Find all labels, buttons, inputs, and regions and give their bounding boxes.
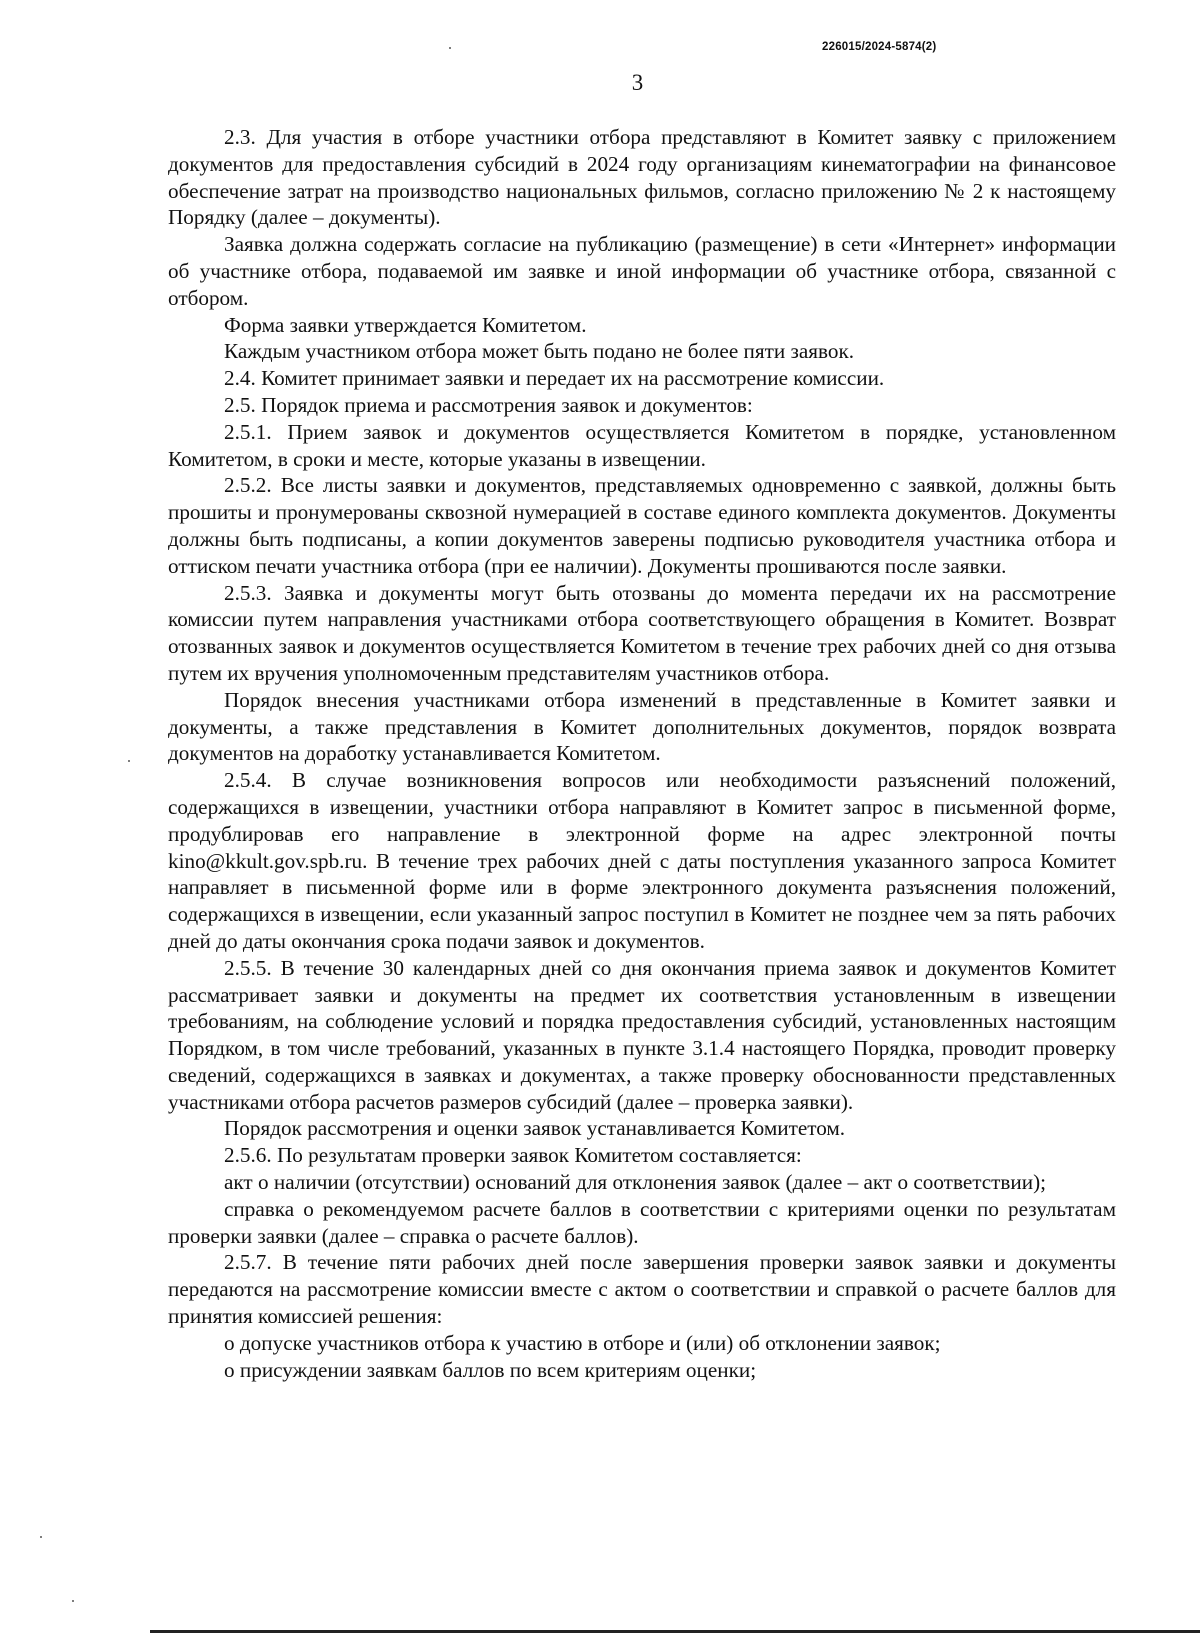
scan-speck [40, 1536, 42, 1538]
paragraph-2-5-3: 2.5.3. Заявка и документы могут быть отозваны до момента передачи их на рассмотрение комиссии путем направления участниками отбора соответствующего обращения в Комитет. Возврат отозванных заявок и документов осуществляется Комитетом в течение трех рабочих дней со дня отзыва путем их вручения уполномоченным представителям участников отбора. [168, 580, 1116, 685]
paragraph-2-5-2: 2.5.2. Все листы заявки и документов, представляемых одновременно с заявкой, должны быть прошиты и пронумерованы сквозной нумерацией в составе единого комплекта документов. Документы должны быть подписаны, а копии документов заверены подписью руководителя участника отбора и оттиском печати участника отбора (при ее наличии). Документы прошиваются после заявки. [168, 473, 1116, 578]
paragraph-2-5-7: 2.5.7. В течение пяти рабочих дней после завершения проверки заявок заявки и документы передаются на рассмотрение комиссии вместе с актом о соответствии и справкой о расчете баллов для принятия комиссией решения: [168, 1250, 1116, 1329]
paragraph-reference: справка о рекомендуемом расчете баллов в соответствии с критериями оценки по результатам проверки заявки (далее – справка о расчете баллов). [168, 1196, 1116, 1248]
paragraph-2-4: 2.4. Комитет принимает заявки и передает их на рассмотрение комиссии. [224, 366, 885, 391]
paragraph-evaluation: Порядок рассмотрения и оценки заявок устанавливается Комитетом. [224, 1116, 846, 1141]
page-number: 3 [631, 70, 644, 95]
scan-edge-line [150, 1630, 1200, 1633]
paragraph-consent: Заявка должна содержать согласие на публикацию (размещение) в сети «Интернет» информации об участнике отбора, подаваемой им заявке и иной информации об участнике отбора, связанной с отбором. [168, 232, 1116, 310]
scan-speck [72, 1600, 74, 1602]
paragraph-changes: Порядок внесения участниками отбора изменений в представленные в Комитет заявки и документы, а также представления в Комитет дополнительных документов, порядок возврата документов на доработку устанавливается Комитетом. [168, 687, 1116, 766]
paragraph-2-5: 2.5. Порядок приема и рассмотрения заявок и документов: [224, 392, 753, 417]
paragraph-2-5-5: 2.5.5. В течение 30 календарных дней со дня окончания приема заявок и документов Комитет рассматривает заявки и документы на предмет их соответствия установленным в извещении требованиям, на соблюдение условий и порядка предоставления субсидий, установленных настоящим Порядком, в том числе требований, указанных в пункте 3.1.4 настоящего Порядка, проводит проверку сведений, содержащихся в заявках и документах, а также проверку обоснованности представленных участниками отбора расчетов размеров субсидий (далее – проверка заявки). [168, 955, 1116, 1114]
paragraph-2-5-1: 2.5.1. Прием заявок и документов осуществляется Комитетом в порядке, установленном Комитетом, в сроки и месте, которые указаны в извещении. [168, 419, 1116, 471]
paragraph-scoring: о присуждении заявкам баллов по всем критериям оценки; [224, 1357, 757, 1382]
paragraph-limit: Каждым участником отбора может быть подано не более пяти заявок. [224, 339, 855, 364]
document-body [168, 124, 1116, 1383]
scan-speck [128, 760, 130, 762]
paragraph-act: акт о наличии (отсутствии) оснований для отклонения заявок (далее – акт о соответствии); [224, 1170, 1047, 1195]
paragraph-2-5-4: 2.5.4. В случае возникновения вопросов или необходимости разъяснений положений, содержащихся в извещении, участники отбора направляют в Комитет запрос в письменной форме, продублировав его направление в электронной форме на адрес электронной почты kino@kkult.gov.spb.ru. В течение трех рабочих дней с даты поступления указанного запроса Комитет направляет в письменной форме или в форме электронного документа разъяснения положений, содержащихся в извещении, если указанный запрос поступил в Комитет не позднее чем за пять рабочих дней до даты окончания срока подачи заявок и документов. [168, 768, 1116, 953]
paragraph-admission: о допуске участников отбора к участию в отборе и (или) об отклонении заявок; [224, 1330, 941, 1355]
scan-speck [449, 47, 451, 49]
paragraph-2-3: 2.3. Для участия в отборе участники отбора представляют в Комитет заявку с приложением документов для предоставления субсидий в 2024 году организациям кинематографии на финансовое обеспечение затрат на производство национальных фильмов, согласно приложению № 2 к настоящему Порядку (далее – документы). [168, 125, 1116, 230]
document-id: 226015/2024-5874(2) [822, 41, 937, 53]
paragraph-form: Форма заявки утверждается Комитетом. [224, 312, 587, 337]
paragraph-2-5-6: 2.5.6. По результатам проверки заявок Комитетом составляется: [224, 1143, 802, 1168]
